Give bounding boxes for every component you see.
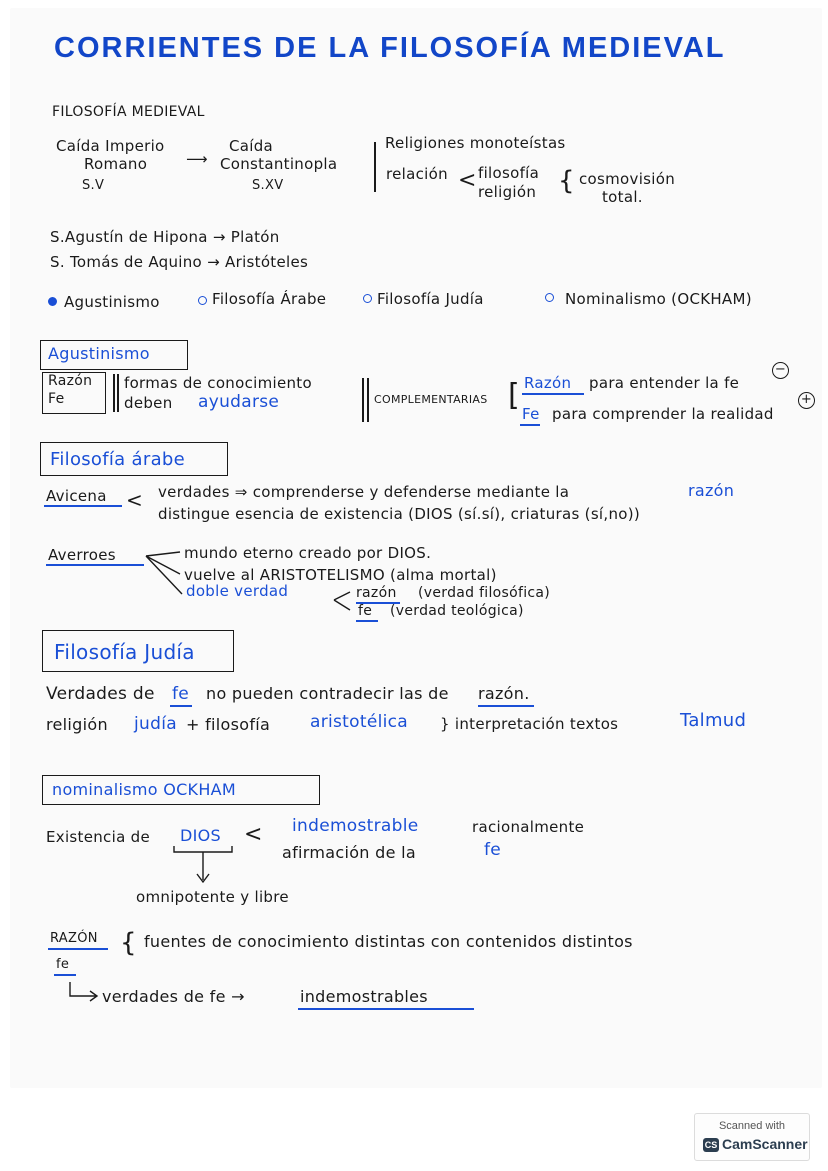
avicena-line-b: distingue esencia de existencia (DIOS (sí.sí), criaturas (sí,no)) (158, 505, 641, 523)
judia-fe-underline (170, 705, 192, 707)
judia-line-b1: religión (46, 715, 108, 734)
fe-box-label: Fe (48, 391, 65, 407)
camscanner-badge (694, 1113, 810, 1161)
razon-box-label: Razón (48, 373, 93, 389)
intro-left-c: S.V (82, 178, 105, 193)
agustinismo-text-a: formas de conocimiento (124, 374, 312, 392)
intro-right-a: Caída (229, 137, 274, 155)
avicena-label: Avicena (46, 487, 107, 505)
ockham-heading: nominalismo OCKHAM (52, 780, 237, 799)
averroes-label: Averroes (48, 546, 116, 564)
ockham-chevron: < (244, 822, 263, 847)
page-title: CORRIENTES DE LA FILOSOFÍA MEDIEVAL (54, 32, 726, 64)
ockham-racionalmente: racionalmente (472, 818, 585, 836)
intro-line-a: S.Agustín de Hipona → Platón (50, 228, 280, 246)
intro-rel-a: Religiones monoteístas (385, 134, 566, 152)
comp-razon-text: para entender la fe (589, 374, 740, 392)
plus-icon: + (798, 392, 815, 409)
judia-line-b2: judía (134, 714, 177, 734)
judia-fe: fe (172, 684, 190, 704)
ockham-afirmacion: afirmación de la (282, 843, 416, 862)
camscanner-brand: CamScanner (722, 1136, 808, 1152)
judia-razon-underline (478, 705, 534, 707)
averroes-fe-text: (verdad teológica) (390, 603, 524, 619)
ockham-indemostrable: indemostrable (292, 816, 419, 836)
ockham-razon: RAZÓN (50, 931, 98, 946)
ockham-fe: fe (484, 840, 502, 860)
agustinismo-text-b: deben (124, 394, 173, 412)
bullet-arabe: Filosofía Árabe (212, 290, 327, 308)
judia-line-a3: no pueden contradecir las de (206, 684, 449, 703)
intro-arrow: ⟶ (186, 150, 208, 168)
indemostrables-underline (298, 1008, 474, 1010)
judia-line-b5: } interpretación textos (440, 715, 619, 733)
averroes-razon-text: (verdad filosófica) (418, 585, 551, 601)
intro-heading: FILOSOFÍA MEDIEVAL (52, 104, 205, 120)
judia-heading: Filosofía Judía (54, 640, 195, 664)
intro-left-b: Romano (84, 155, 148, 173)
ockham-indemostrables: indemostrables (300, 987, 428, 1006)
intro-rel-e: cosmovisión (579, 170, 676, 188)
intro-rel-c: filosofía (478, 164, 540, 182)
ockham-razon-underline (48, 948, 108, 950)
intro-rel-chevron: < (458, 168, 477, 193)
arabe-heading: Filosofía árabe (50, 449, 185, 470)
ockham-verdades: verdades de fe → (102, 987, 245, 1006)
judia-talmud: Talmud (680, 710, 747, 731)
averroes-fe: fe (358, 603, 373, 619)
intro-left-a: Caída Imperio (56, 137, 165, 155)
ockham-exist-a: Existencia de (46, 828, 150, 846)
judia-line-b3: + filosofía (186, 715, 271, 734)
intro-rel-b: relación (386, 165, 448, 183)
ockham-fe-underline (54, 974, 76, 976)
bullet-nominalismo: Nominalismo (OCKHAM) (565, 290, 752, 308)
avicena-chevron: < (126, 488, 144, 512)
judia-razon: razón. (478, 684, 530, 703)
comp-razon: Razón (524, 374, 572, 392)
judia-line-a1: Verdades de (46, 684, 155, 704)
averroes-line-b: vuelve al ARISTOTELISMO (alma mortal) (184, 566, 497, 584)
intro-line-b: S. Tomás de Aquino → Aristóteles (50, 253, 309, 271)
judia-line-b4: aristotélica (310, 712, 408, 732)
agustinismo-text-c: ayudarse (198, 392, 280, 412)
ockham-dios: DIOS (180, 826, 221, 845)
averroes-razon: razón (356, 585, 397, 601)
complementarias-label: COMPLEMENTARIAS (374, 393, 488, 406)
intro-right-c: S.XV (252, 178, 284, 193)
complementarias-brace: [ (508, 378, 521, 413)
intro-rel-brace: { (558, 166, 575, 196)
ockham-fuentes: fuentes de conocimiento distintas con contenidos distintos (144, 932, 633, 951)
averroes-line-a: mundo eterno creado por DIOS. (184, 544, 432, 562)
intro-rel-f: total. (602, 188, 643, 206)
comp-fe: Fe (522, 405, 540, 423)
bullet-judia: Filosofía Judía (377, 290, 484, 308)
camscanner-logo-icon: CS (704, 1140, 718, 1150)
intro-rel-d: religión (478, 183, 537, 201)
scanned-with-text: Scanned with (718, 1120, 786, 1132)
intro-right-b: Constantinopla (220, 155, 338, 173)
averroes-fe-underline (356, 620, 378, 622)
ockham-brace: { (120, 928, 137, 958)
doble-verdad: doble verdad (186, 582, 289, 600)
ockham-fe-label: fe (56, 957, 70, 972)
ockham-omnipotente: omnipotente y libre (136, 888, 289, 906)
agustinismo-heading: Agustinismo (48, 344, 150, 363)
bullet-agustinismo: Agustinismo (64, 293, 160, 311)
avicena-razon: razón (688, 481, 735, 500)
minus-icon: − (772, 362, 789, 379)
avicena-line-a: verdades ⇒ comprenderse y defenderse mediante la (158, 483, 570, 501)
comp-fe-text: para comprender la realidad (552, 405, 774, 423)
